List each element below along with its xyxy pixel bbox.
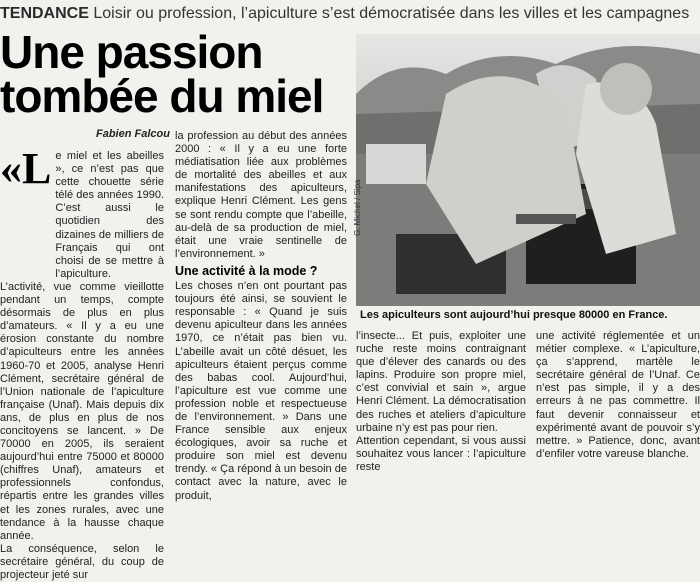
kicker [0,4,700,24]
kicker-text: Loisir ou profession, l’apiculture s’est démocratisée dans les villes et les campagnes [93,5,690,22]
headline [0,26,350,122]
article-column-2 [175,130,347,502]
headline-line-2: tombée du miel [0,70,324,122]
headline-line-1: Une passion [0,26,263,78]
lead-paragraph [0,144,164,281]
article-column-1 [0,144,164,581]
paragraph: L’activité, vue comme vieillotte pendant un temps, compte désormais de plus en plus d’amateurs. « Il y a eu une érosion constante du nombre d’apiculteurs entre les années 1960-70 et 2005, analyse Henri Clément, secrétaire général de l’Union nationale de l’apiculture française (Unaf). Mais depuis dix ans, de plus en plus de nos concitoyens se lancent. » De 70000 en 2005, ils seraient aujourd’hui entre 75000 et 80000 (chiffres Unaf), amateurs et professionnels confondus, répartis entre les grandes villes et les zones rurales, avec une tendance à la hausse chaque année. [0,280,164,542]
article-column-3 [356,330,526,473]
drop-cap: «L [0,144,52,193]
lead-text: e miel et les abeilles », ce n’est pas que cette chouette série télé des années 1990. C’est aussi le quotidien des dizaines de milliers de Français qui ont choisi de se mettre à l’apiculture. [55,150,164,280]
paragraph: la profession au début des années 2000 : « Il y a eu une forte médiatisation liée aux problèmes de mortalité des abeilles et aux manifestations des apiculteurs, explique Henri Clément. Les gens se sont rendu compte que l’abeille, au-delà de sa production de miel, était une vraie sentinelle de l’environnement. » [175,130,347,260]
byline: Fabien Falcou [96,128,170,140]
article-column-4 [536,330,700,460]
photo-credit: G. Michel / Sipa [353,179,362,236]
paragraph: La conséquence, selon le secrétaire général, du coup de projecteur jeté sur [0,542,164,581]
subheading: Une activité à la mode ? [175,263,318,278]
photo-caption: Les apiculteurs sont aujourd’hui presque 80000 en France. [356,306,700,324]
paragraph: l’insecte... Et puis, exploiter une ruche reste moins contraignant que d’élever des canards ou des lapins. Produire son propre miel, c’est convivial et sain », argue Henri Clément. La démocratisation des ruches et ateliers d’apiculture urbaine n’y est pas pour rien. [356,330,526,434]
photo-illustration [356,34,700,306]
paragraph: une activité réglementée et un métier complexe. « L’apiculture, ça s’apprend, martèle le secrétaire général de l’Unaf. Ce n’est pas simple, il y a des erreurs à ne pas commettre. Il faut devenir connaisseur et expérimenté avant de pouvoir s’y mettre. » Patience, donc, avant d’enfiler votre vareuse blanche. [536,330,700,460]
section-tag: TENDANCE [0,5,89,22]
beekeepers-photo [356,34,700,306]
paragraph: Attention cependant, si vous aussi souhaitez vous lancer : l’apiculture reste [356,434,526,473]
paragraph: Les choses n’en ont pourtant pas toujours été ainsi, se souvient le responsable : « Quand je suis devenu apiculteur dans les années 1970, ce n’était pas bien vu. L’abeille avait un côté désuet, les apiculteurs étaient perçus comme des babas cool. Aujourd’hui, l’apiculture est vue comme une profession noble et respectueuse de l’environnement. » Dans une France sensible aux enjeux écologiques, avoir sa ruche et produire son miel est devenu trendy. « Ça répond à un besoin de contact avec la nature, avec le produit, [175,280,347,502]
